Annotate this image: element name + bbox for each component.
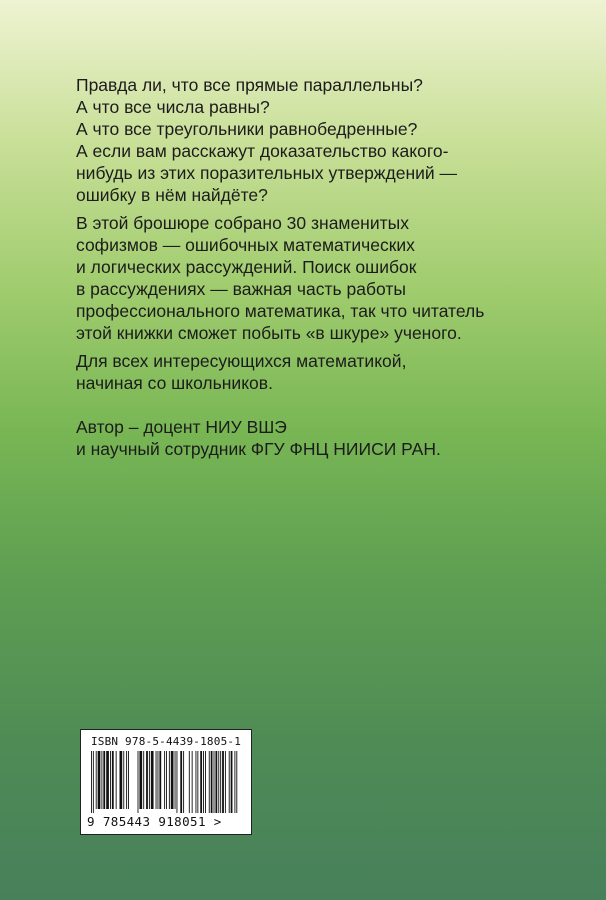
barcode-bar (175, 751, 176, 809)
intro-line: А что все числа равны? (76, 97, 270, 117)
barcode-bar (236, 751, 237, 813)
description-line: в рассуждениях — важная часть работы (76, 279, 406, 299)
barcode-bar (138, 751, 139, 813)
description-line: профессионального математика, так что читатель (76, 301, 485, 321)
barcode-bar (120, 751, 123, 809)
barcode-bar (146, 751, 148, 809)
barcode-bar (197, 751, 198, 813)
intro-line: А что все треугольники равнобедренные? (76, 119, 418, 139)
barcode-bar (222, 751, 224, 813)
barcode-bar (151, 751, 154, 809)
barcode-bar (116, 751, 117, 809)
barcode-bar (110, 751, 111, 809)
isbn-barcode (80, 729, 252, 835)
barcode-bar (158, 751, 159, 809)
barcode-bar (166, 751, 167, 809)
barcode-bar (96, 751, 97, 809)
barcode-bar (183, 751, 184, 813)
barcode-bar (128, 751, 129, 809)
barcode-bar (149, 751, 150, 809)
barcode-bar (211, 751, 213, 813)
barcode-bar (169, 751, 170, 809)
description-line: софизмов — ошибочных математических (76, 235, 415, 255)
barcode-bar (106, 751, 109, 809)
barcode-bar (214, 751, 215, 813)
barcode-bar (192, 751, 193, 813)
barcode-bar (229, 751, 230, 813)
barcode-digits: 9 785443 918051 > (87, 814, 222, 829)
barcode-bar (218, 751, 219, 813)
barcode-bar (200, 751, 202, 813)
intro-line: А если вам расскажут доказательство какого- (76, 141, 449, 161)
barcode-bar (159, 751, 161, 809)
barcode-bar (215, 751, 217, 813)
barcode-bar (143, 751, 144, 809)
barcode-bar (98, 751, 101, 809)
barcode-bar (196, 751, 197, 813)
author-line: и научный сотрудник ФГУ ФНЦ НИИСИ РАН. (76, 439, 441, 459)
description-line: этой книжки сможет побыть «в шкуре» ученого. (76, 323, 462, 343)
audience-paragraph (76, 350, 576, 394)
barcode-bar (91, 751, 92, 813)
barcode-bar (209, 751, 210, 813)
barcode-bar (180, 751, 182, 813)
intro-line: Правда ли, что все прямые параллельны? (76, 75, 423, 95)
barcode-bar (189, 751, 190, 813)
barcode-bar (164, 751, 165, 809)
barcode-bar (139, 751, 142, 809)
barcode-bar (156, 751, 157, 809)
barcode-bar (101, 751, 102, 809)
barcode-bar (93, 751, 94, 813)
barcode-bar (220, 751, 221, 813)
barcode-bar (126, 751, 127, 809)
barcode-bar (177, 751, 178, 813)
isbn-label: ISBN 978-5-4439-1805-1 (90, 735, 242, 748)
description-line: и логических рассуждений. Поиск ошибок (76, 257, 417, 277)
barcode-bar (123, 751, 124, 809)
barcode-bar (103, 751, 105, 809)
barcode-bar (205, 751, 206, 813)
description-paragraph (76, 212, 576, 344)
audience-line: Для всех интересующихся математикой, (76, 351, 407, 371)
intro-line: ошибку в нём найдёте? (76, 185, 268, 205)
barcode-bar (231, 751, 233, 813)
author-line: Автор – доцент НИУ ВШЭ (76, 417, 287, 437)
description-line: В этой брошюре собрано 30 знаменитых (76, 213, 409, 233)
intro-paragraph (76, 74, 576, 206)
barcode-bar (234, 751, 235, 813)
audience-line: начиная со школьников. (76, 373, 273, 393)
barcode-bar (171, 751, 174, 809)
barcode-bar (225, 751, 226, 813)
barcode-bar (112, 751, 114, 809)
intro-line: нибудь из этих поразительных утверждений — (76, 163, 458, 183)
barcode-bars (89, 751, 241, 813)
author-paragraph (76, 416, 576, 460)
barcode-bar (203, 751, 204, 813)
